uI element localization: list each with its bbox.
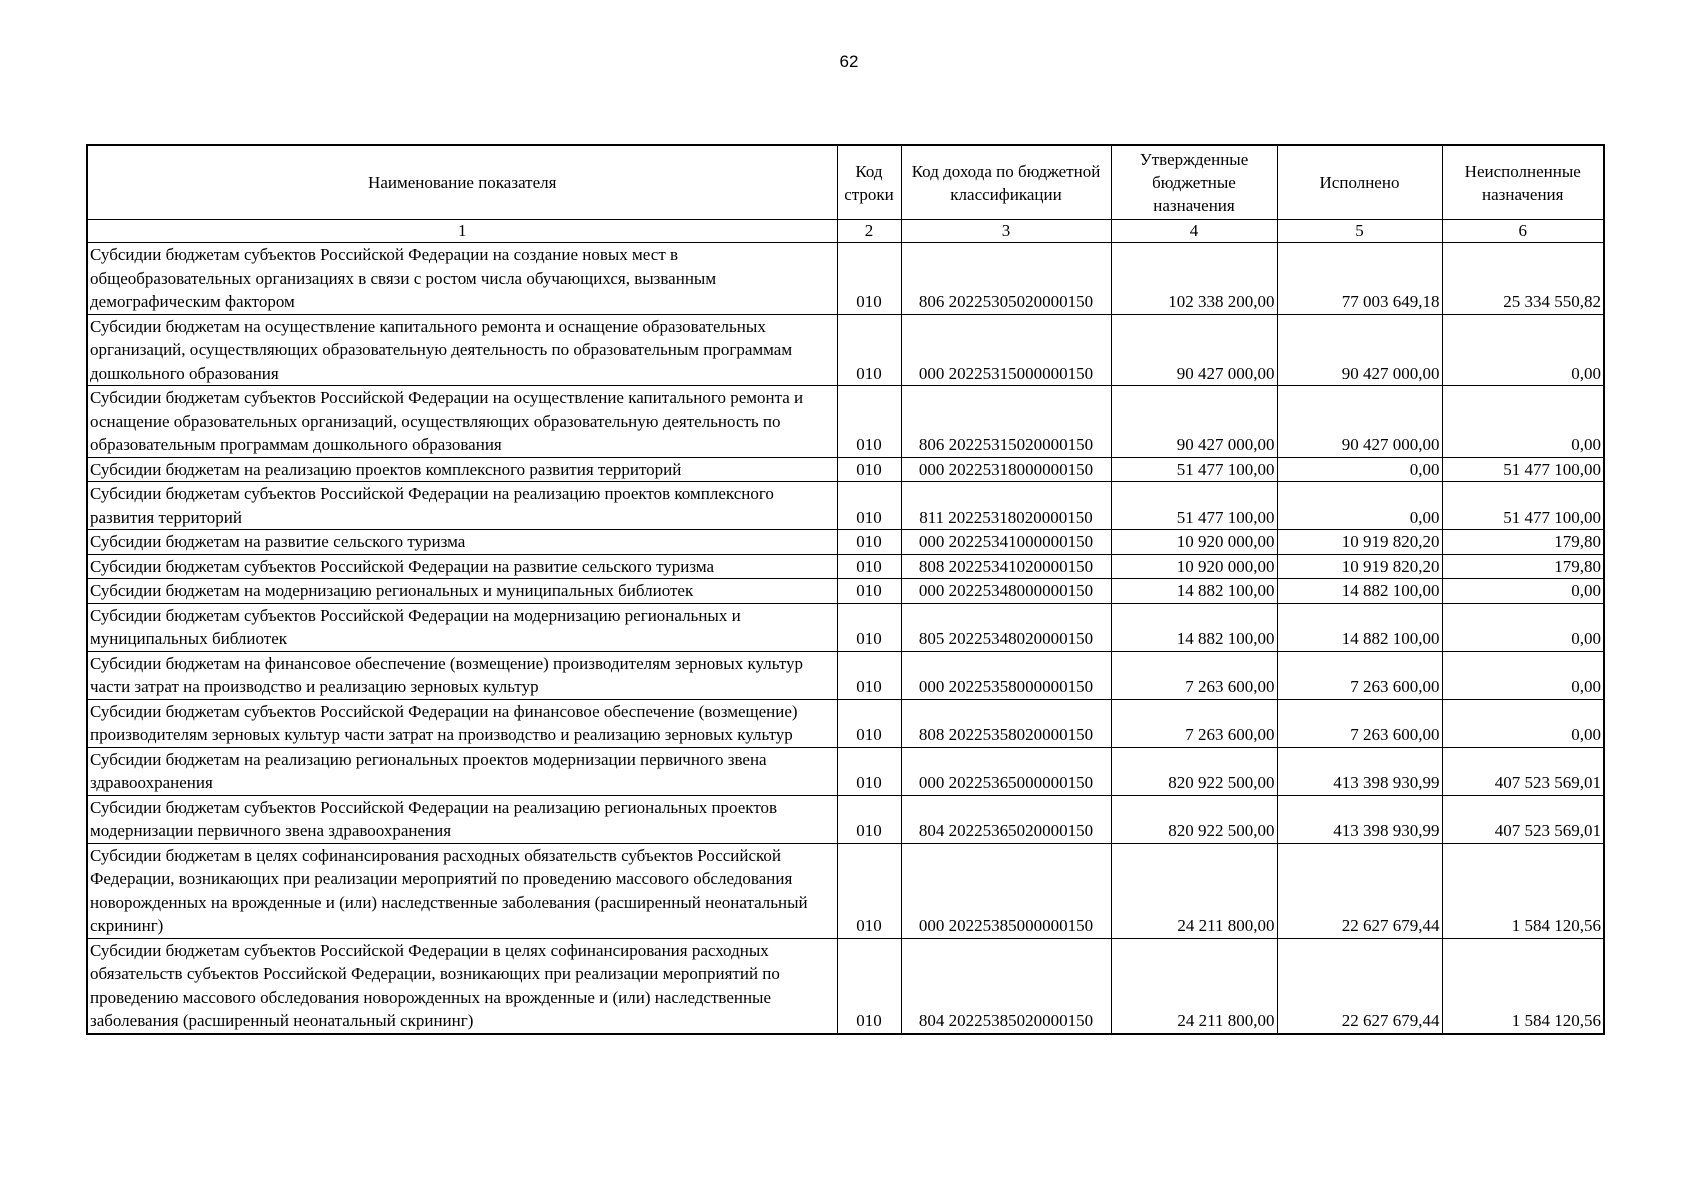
row-approved-cell: 90 427 000,00 bbox=[1111, 386, 1277, 458]
table-header-row bbox=[87, 145, 1604, 220]
row-name-cell: Субсидии бюджетам на финансовое обеспечение (возмещение) производителям зерновых культур части затрат на производство и реализацию зерновых культур bbox=[87, 651, 837, 699]
row-name-cell: Субсидии бюджетам субъектов Российской Федерации на развитие сельского туризма bbox=[87, 554, 837, 579]
row-unexecuted-cell: 0,00 bbox=[1442, 386, 1604, 458]
row-unexecuted-cell: 0,00 bbox=[1442, 699, 1604, 747]
table-row bbox=[87, 843, 1604, 938]
row-classification-cell: 808 20225358020000150 bbox=[901, 699, 1111, 747]
row-executed-cell: 413 398 930,99 bbox=[1277, 747, 1442, 795]
row-classification-cell: 000 20225365000000150 bbox=[901, 747, 1111, 795]
row-approved-cell: 24 211 800,00 bbox=[1111, 843, 1277, 938]
row-unexecuted-cell: 407 523 569,01 bbox=[1442, 747, 1604, 795]
row-executed-cell: 90 427 000,00 bbox=[1277, 314, 1442, 386]
row-name-cell: Субсидии бюджетам субъектов Российской Федерации на модернизацию региональных и муниципальных библиотек bbox=[87, 603, 837, 651]
row-code-cell: 010 bbox=[837, 699, 901, 747]
row-executed-cell: 22 627 679,44 bbox=[1277, 843, 1442, 938]
row-classification-cell: 000 20225318000000150 bbox=[901, 457, 1111, 482]
column-number: 4 bbox=[1111, 220, 1277, 243]
row-executed-cell: 22 627 679,44 bbox=[1277, 938, 1442, 1034]
row-approved-cell: 51 477 100,00 bbox=[1111, 457, 1277, 482]
row-unexecuted-cell: 1 584 120,56 bbox=[1442, 938, 1604, 1034]
row-name-cell: Субсидии бюджетам в целях софинансирования расходных обязательств субъектов Российской Федерации, возникающих при реализации мероприятий по проведению массового обследования новорожденных на врожденные и (или) наследственные заболевания (расширенный неонатальный скрининг) bbox=[87, 843, 837, 938]
row-unexecuted-cell: 51 477 100,00 bbox=[1442, 457, 1604, 482]
header-name: Наименование показателя bbox=[87, 145, 837, 220]
row-name-cell: Субсидии бюджетам на реализацию региональных проектов модернизации первичного звена здравоохранения bbox=[87, 747, 837, 795]
row-executed-cell: 10 919 820,20 bbox=[1277, 530, 1442, 555]
row-approved-cell: 7 263 600,00 bbox=[1111, 651, 1277, 699]
row-name-cell: Субсидии бюджетам субъектов Российской Федерации на реализацию проектов комплексного развития территорий bbox=[87, 482, 837, 530]
row-approved-cell: 820 922 500,00 bbox=[1111, 747, 1277, 795]
row-approved-cell: 14 882 100,00 bbox=[1111, 603, 1277, 651]
row-classification-cell: 806 20225305020000150 bbox=[901, 243, 1111, 315]
row-code-cell: 010 bbox=[837, 747, 901, 795]
row-classification-cell: 811 20225318020000150 bbox=[901, 482, 1111, 530]
table-row bbox=[87, 554, 1604, 579]
row-approved-cell: 7 263 600,00 bbox=[1111, 699, 1277, 747]
row-code-cell: 010 bbox=[837, 314, 901, 386]
row-classification-cell: 000 20225385000000150 bbox=[901, 843, 1111, 938]
row-code-cell: 010 bbox=[837, 579, 901, 604]
row-executed-cell: 7 263 600,00 bbox=[1277, 699, 1442, 747]
row-executed-cell: 0,00 bbox=[1277, 482, 1442, 530]
row-code-cell: 010 bbox=[837, 938, 901, 1034]
row-unexecuted-cell: 179,80 bbox=[1442, 554, 1604, 579]
row-name-cell: Субсидии бюджетам субъектов Российской Федерации на создание новых мест в общеобразовательных организациях в связи с ростом числа обучающихся, вызванным демографическим фактором bbox=[87, 243, 837, 315]
table-row bbox=[87, 386, 1604, 458]
table-row bbox=[87, 651, 1604, 699]
row-code-cell: 010 bbox=[837, 530, 901, 555]
table-row bbox=[87, 747, 1604, 795]
row-classification-cell: 000 20225315000000150 bbox=[901, 314, 1111, 386]
row-unexecuted-cell: 0,00 bbox=[1442, 579, 1604, 604]
row-unexecuted-cell: 0,00 bbox=[1442, 603, 1604, 651]
row-unexecuted-cell: 407 523 569,01 bbox=[1442, 795, 1604, 843]
row-classification-cell: 000 20225358000000150 bbox=[901, 651, 1111, 699]
row-code-cell: 010 bbox=[837, 651, 901, 699]
header-executed: Исполнено bbox=[1277, 145, 1442, 220]
row-executed-cell: 77 003 649,18 bbox=[1277, 243, 1442, 315]
row-code-cell: 010 bbox=[837, 795, 901, 843]
column-numbers-row bbox=[87, 220, 1604, 243]
row-executed-cell: 413 398 930,99 bbox=[1277, 795, 1442, 843]
row-unexecuted-cell: 1 584 120,56 bbox=[1442, 843, 1604, 938]
row-approved-cell: 10 920 000,00 bbox=[1111, 530, 1277, 555]
row-classification-cell: 804 20225385020000150 bbox=[901, 938, 1111, 1034]
row-executed-cell: 14 882 100,00 bbox=[1277, 579, 1442, 604]
row-name-cell: Субсидии бюджетам на осуществление капитального ремонта и оснащение образовательных организаций, осуществляющих образовательную деятельность по образовательным программам дошкольного образования bbox=[87, 314, 837, 386]
table-row bbox=[87, 699, 1604, 747]
row-name-cell: Субсидии бюджетам на развитие сельского туризма bbox=[87, 530, 837, 555]
table-row bbox=[87, 457, 1604, 482]
row-classification-cell: 000 20225348000000150 bbox=[901, 579, 1111, 604]
column-number: 3 bbox=[901, 220, 1111, 243]
budget-table bbox=[86, 144, 1605, 1035]
row-classification-cell: 805 20225348020000150 bbox=[901, 603, 1111, 651]
row-classification-cell: 804 20225365020000150 bbox=[901, 795, 1111, 843]
row-name-cell: Субсидии бюджетам на модернизацию региональных и муниципальных библиотек bbox=[87, 579, 837, 604]
column-number: 5 bbox=[1277, 220, 1442, 243]
row-code-cell: 010 bbox=[837, 482, 901, 530]
column-number: 6 bbox=[1442, 220, 1604, 243]
table-row bbox=[87, 795, 1604, 843]
row-executed-cell: 10 919 820,20 bbox=[1277, 554, 1442, 579]
row-unexecuted-cell: 0,00 bbox=[1442, 314, 1604, 386]
row-code-cell: 010 bbox=[837, 554, 901, 579]
row-code-cell: 010 bbox=[837, 386, 901, 458]
row-classification-cell: 806 20225315020000150 bbox=[901, 386, 1111, 458]
header-classification: Код дохода по бюджетной классификации bbox=[901, 145, 1111, 220]
row-executed-cell: 7 263 600,00 bbox=[1277, 651, 1442, 699]
table-row bbox=[87, 482, 1604, 530]
row-name-cell: Субсидии бюджетам на реализацию проектов комплексного развития территорий bbox=[87, 457, 837, 482]
table-row bbox=[87, 243, 1604, 315]
row-approved-cell: 51 477 100,00 bbox=[1111, 482, 1277, 530]
row-code-cell: 010 bbox=[837, 843, 901, 938]
row-executed-cell: 90 427 000,00 bbox=[1277, 386, 1442, 458]
row-approved-cell: 14 882 100,00 bbox=[1111, 579, 1277, 604]
row-unexecuted-cell: 25 334 550,82 bbox=[1442, 243, 1604, 315]
row-unexecuted-cell: 0,00 bbox=[1442, 651, 1604, 699]
row-name-cell: Субсидии бюджетам субъектов Российской Федерации в целях софинансирования расходных обязательств субъектов Российской Федерации, возникающих при реализации мероприятий по проведению массового обследования новорожденных на врожденные и (или) наследственные заболевания (расширенный неонатальный скрининг) bbox=[87, 938, 837, 1034]
row-name-cell: Субсидии бюджетам субъектов Российской Федерации на финансовое обеспечение (возмещение) производителям зерновых культур части затрат на производство и реализацию зерновых культур bbox=[87, 699, 837, 747]
row-code-cell: 010 bbox=[837, 457, 901, 482]
table-body bbox=[87, 243, 1604, 1034]
row-code-cell: 010 bbox=[837, 243, 901, 315]
row-code-cell: 010 bbox=[837, 603, 901, 651]
table-row bbox=[87, 314, 1604, 386]
table-row bbox=[87, 530, 1604, 555]
row-unexecuted-cell: 51 477 100,00 bbox=[1442, 482, 1604, 530]
row-approved-cell: 10 920 000,00 bbox=[1111, 554, 1277, 579]
table-row bbox=[87, 603, 1604, 651]
header-approved: Утвержденные бюджетные назначения bbox=[1111, 145, 1277, 220]
row-unexecuted-cell: 179,80 bbox=[1442, 530, 1604, 555]
page-number: 62 bbox=[839, 52, 859, 71]
row-approved-cell: 102 338 200,00 bbox=[1111, 243, 1277, 315]
row-approved-cell: 820 922 500,00 bbox=[1111, 795, 1277, 843]
header-unexecuted: Неисполненные назначения bbox=[1442, 145, 1604, 220]
row-classification-cell: 808 20225341020000150 bbox=[901, 554, 1111, 579]
column-number: 2 bbox=[837, 220, 901, 243]
row-approved-cell: 24 211 800,00 bbox=[1111, 938, 1277, 1034]
row-approved-cell: 90 427 000,00 bbox=[1111, 314, 1277, 386]
row-name-cell: Субсидии бюджетам субъектов Российской Федерации на реализацию региональных проектов модернизации первичного звена здравоохранения bbox=[87, 795, 837, 843]
row-classification-cell: 000 20225341000000150 bbox=[901, 530, 1111, 555]
column-number: 1 bbox=[87, 220, 837, 243]
row-name-cell: Субсидии бюджетам субъектов Российской Федерации на осуществление капитального ремонта и оснащение образовательных организаций, осуществляющих образовательную деятельность по образовательным программам дошкольного образования bbox=[87, 386, 837, 458]
row-executed-cell: 14 882 100,00 bbox=[1277, 603, 1442, 651]
header-code: Код строки bbox=[837, 145, 901, 220]
table-row bbox=[87, 938, 1604, 1034]
table-row bbox=[87, 579, 1604, 604]
row-executed-cell: 0,00 bbox=[1277, 457, 1442, 482]
